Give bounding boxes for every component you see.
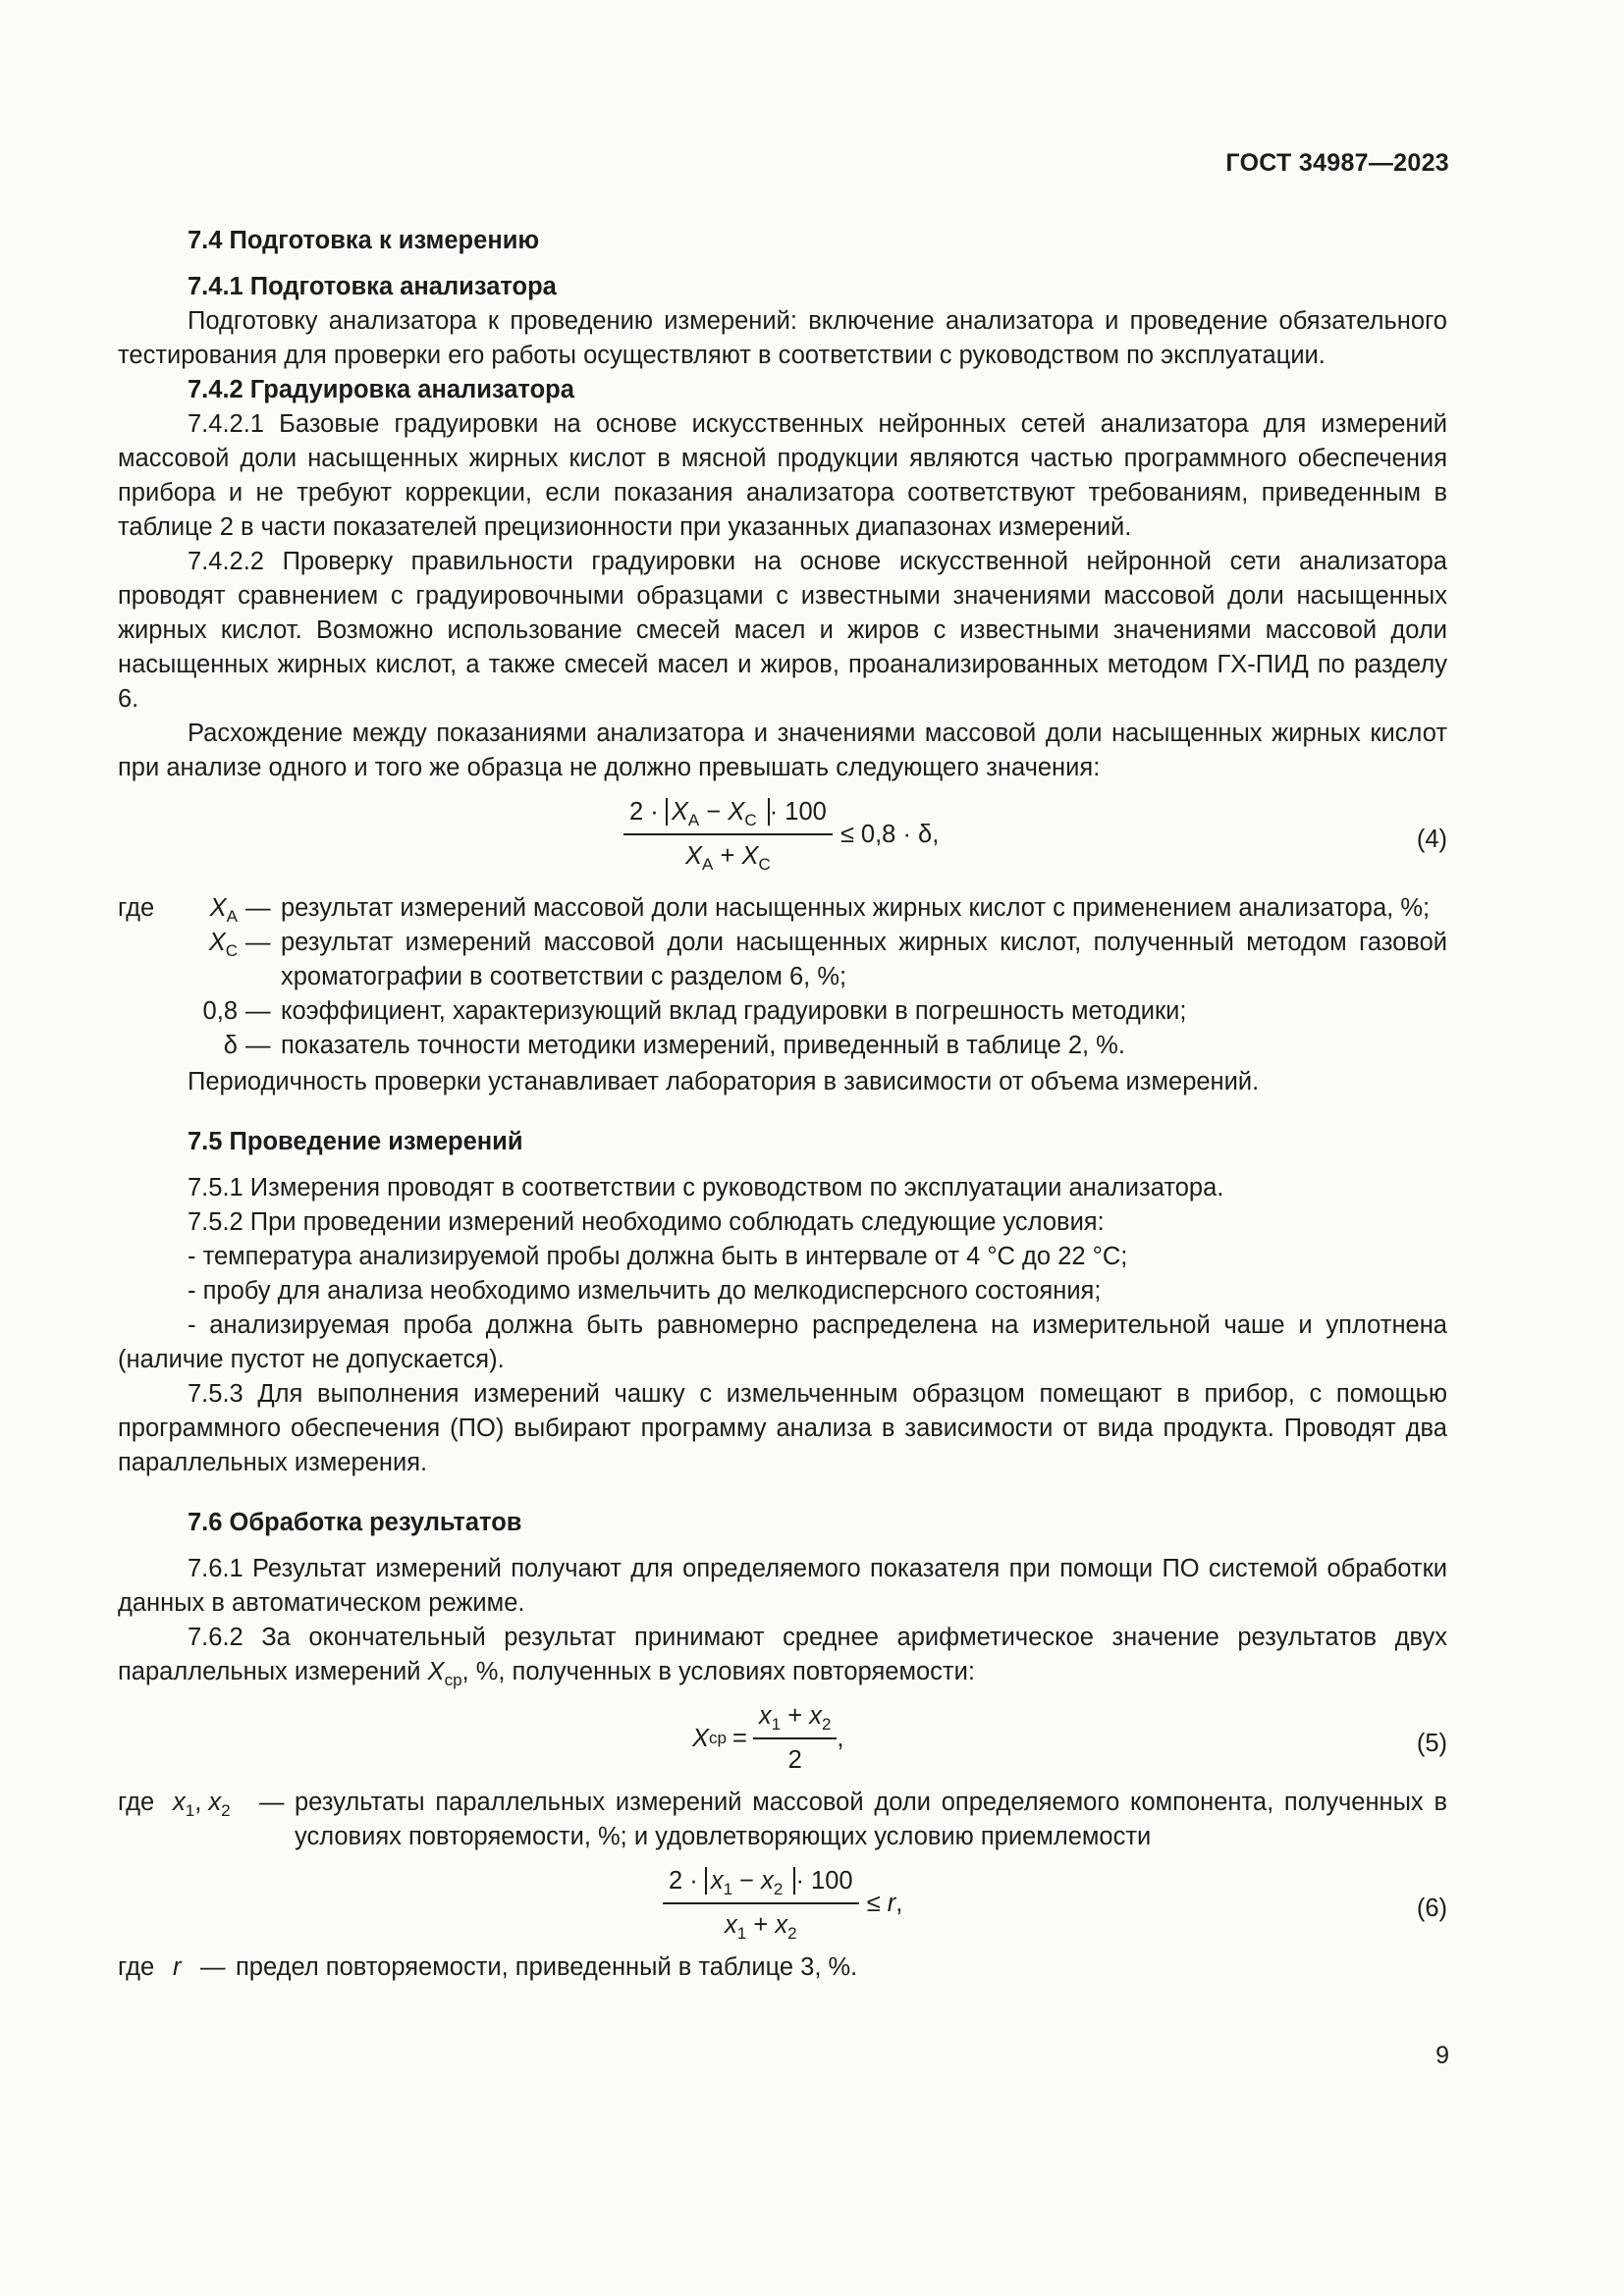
- where6-desc: предел повторяемости, приведенный в таблице 3, %.: [236, 1953, 858, 1981]
- eq6-x2: x: [761, 1867, 774, 1895]
- where-desc-xa: результат измерений массовой доли насыщенных жирных кислот с применением анализатора, %;: [281, 894, 1431, 922]
- eq5-tail: ,: [837, 1724, 844, 1752]
- eq4-den-xc: X: [741, 842, 759, 870]
- where-prefix: где: [118, 894, 155, 922]
- section-7-6-title: 7.6 Обработка результатов: [188, 1509, 522, 1536]
- eq5-x1: x: [758, 1702, 772, 1730]
- p762-text-a: 7.6.2 За окончательный результат принимают среднее арифметическое значение результатов двух параллельных измерений: [118, 1624, 1447, 1685]
- line-7-5-1: 7.5.1 Измерения проводят в соответствии с руководством по эксплуатации анализатора.: [188, 1174, 1224, 1201]
- where5-sym: [173, 1786, 251, 1854]
- paragraph-7-4-2-1: 7.4.2.1 Базовые градуировки на основе искусственных нейронных сетей анализатора для измерений массовой доли насыщенных жирных кислот в мясной продукции являются частью программного обеспечения прибора и не требуют коррекции, если показания анализатора соответствуют требованиям, приведенным в таблице 2 в части показателей прецизионности при указанных диапазонах измерений.: [118, 410, 1447, 541]
- eq5-den: 2: [787, 1746, 802, 1774]
- eq6-coef: 2 ·: [669, 1867, 698, 1895]
- where-sym-xc-letter: X: [208, 929, 226, 956]
- eq4-den-xa: X: [685, 842, 703, 870]
- document-body: [118, 224, 1447, 1985]
- eq4-number: (4): [1416, 826, 1447, 853]
- section-7-5-title: 7.5 Проведение измерений: [188, 1128, 523, 1155]
- eq6-rhs-sym: r: [887, 1889, 896, 1917]
- where6-sym-letter: r: [173, 1953, 182, 1981]
- where6-dash: —: [200, 1953, 226, 1981]
- eq4-minus: −: [706, 798, 722, 826]
- eq4-abs: [666, 798, 770, 829]
- where-desc-xc: результат измерений массовой доли насыщенных жирных кислот, полученный методом газовой хроматографии в соответствии с разделом 6, %;: [281, 929, 1447, 990]
- eq6-number: (6): [1416, 1895, 1447, 1922]
- where-sym-delta: δ: [223, 1032, 238, 1059]
- where-sym-coef: 0,8: [202, 997, 238, 1025]
- eq5-s2: 2: [821, 1715, 832, 1734]
- where-desc-coef: коэффициент, характеризующий вклад градуировки в погрешность методики;: [281, 997, 1187, 1025]
- eq6-minus: −: [739, 1867, 755, 1895]
- eq6-fraction: [663, 1864, 859, 1943]
- eq5-x2: x: [809, 1702, 822, 1730]
- eq5-fraction: [753, 1699, 838, 1778]
- paragraph-7-4-2-2: 7.4.2.2 Проверку правильности градуировки на основе искусственной нейронной сети анализатора проводят сравнением с градуировочными образцами с известными значениями массовой доли насыщенных жирных кислот. Возможно использование смесей масел и жиров с известными значениями массовой доли насыщенных жирных кислот, а также смесей масел и жиров, проанализированных методом ГХ-ПИД по разделу 6.: [118, 548, 1447, 713]
- eq4-times100: · 100: [769, 798, 827, 826]
- where5-s2: 2: [221, 1801, 231, 1820]
- where-dash: —: [245, 929, 271, 956]
- p762-text-b: , %, полученных в условиях повторяемости:: [461, 1658, 975, 1685]
- where-list-eq5: [118, 1786, 1447, 1854]
- where5-desc: результаты параллельных измерений массовой доли определяемого компонента, полученных в условиях повторяемости, %; и удовлетворяющих условию приемлемости: [295, 1789, 1447, 1850]
- eq6-x1: x: [710, 1867, 724, 1895]
- standard-header: ГОСТ 34987—2023: [1225, 149, 1449, 177]
- where-dash: —: [245, 1032, 271, 1059]
- paragraph-discrepancy: Расхождение между показаниями анализатора и значениями массовой доли насыщенных жирных кислот при анализе одного и того же образца не должно превышать следующего значения:: [118, 720, 1447, 781]
- where5-prefix: где: [118, 1789, 155, 1816]
- p762-sub: ср: [444, 1671, 462, 1689]
- where-dash: —: [245, 997, 271, 1025]
- line-7-5-3: 7.5.3 Для выполнения измерений чашку с измельченным образцом помещают в прибор, с помощью программного обеспечения (ПО) выбирают программу анализа в зависимости от вида продукта. Проводят два параллельных измерения.: [118, 1380, 1447, 1476]
- eq5-lhs: X: [692, 1724, 710, 1752]
- eq4-den-sub-a: A: [702, 855, 714, 874]
- where6-prefix: где: [118, 1953, 155, 1981]
- eq5-s1: 1: [771, 1715, 782, 1734]
- eq4-coef: 2 ·: [629, 798, 659, 826]
- eq4-plus: +: [720, 842, 735, 870]
- page-number: 9: [1435, 2042, 1449, 2069]
- where-list-eq4: [118, 891, 1447, 1063]
- where-list-eq6: [118, 1950, 1447, 1985]
- where-sym-xa-letter: X: [209, 894, 227, 922]
- where-dash: —: [245, 894, 271, 922]
- eq4-sub-a: A: [687, 811, 700, 829]
- equation-4: [118, 795, 1447, 889]
- eq4-den-sub-c: C: [758, 855, 771, 874]
- paragraph-7-6-1: 7.6.1 Результат измерений получают для определяемого показателя при помощи ПО системой обработки данных в автоматическом режиме.: [118, 1555, 1447, 1617]
- where-sym-xa: [173, 891, 238, 926]
- eq6-den-s2: 2: [787, 1924, 797, 1943]
- eq5-plus: +: [787, 1702, 803, 1730]
- eq6-rhs: [867, 1887, 903, 1921]
- equation-5: X ср = $\frac{x_1 + x_2}{2}$ , (5): [118, 1699, 1447, 1786]
- section-7-4-title: 7.4 Подготовка к измерению: [188, 227, 540, 254]
- eq6-den-x1: x: [725, 1911, 737, 1939]
- eq4-sub-c: C: [744, 811, 757, 829]
- where-desc-delta: показатель точности методики измерений, приведенный в таблице 2, %.: [281, 1032, 1125, 1059]
- paragraph-periodicity: Периодичность проверки устанавливает лаборатория в зависимости от объема измерений.: [188, 1068, 1260, 1095]
- p762-sym: X: [427, 1658, 445, 1685]
- paragraph-7-6-2: [118, 1621, 1447, 1689]
- where5-x1: x: [173, 1789, 186, 1816]
- section-7-4-2-title: 7.4.2 Градуировка анализатора: [188, 376, 574, 403]
- eq6-den-x2: x: [775, 1911, 788, 1939]
- eq5-equals: =: [731, 1724, 747, 1752]
- where-sym-xc: [173, 926, 238, 994]
- line-7-5-2: 7.5.2 При проведении измерений необходимо соблюдать следующие условия:: [188, 1208, 1105, 1236]
- line-distribution: - анализируемая проба должна быть равномерно распределена на измерительной чаше и уплотнена (наличие пустот не допускается).: [118, 1311, 1447, 1373]
- eq6-den-s1: 1: [736, 1924, 747, 1943]
- eq5-number: (5): [1416, 1730, 1447, 1757]
- where-sym-xa-sub: A: [226, 907, 238, 926]
- line-temperature: - температура анализируемой пробы должна быть в интервале от 4 °С до 22 °С;: [188, 1243, 1128, 1270]
- where5-comma: ,: [194, 1789, 202, 1816]
- eq4-xa: X: [671, 798, 688, 826]
- eq6-s1: 1: [723, 1880, 733, 1898]
- eq4-fraction: [623, 795, 833, 874]
- eq6-tail: ,: [895, 1889, 903, 1917]
- eq6-times100: · 100: [795, 1867, 853, 1895]
- eq4-xc: X: [728, 798, 745, 826]
- where-sym-xc-sub: C: [225, 941, 238, 960]
- where5-s1: 1: [185, 1801, 195, 1820]
- section-7-4-1-title: 7.4.1 Подготовка анализатора: [188, 273, 557, 300]
- eq6-rhs-op: ≤: [866, 1889, 881, 1917]
- eq6-plus: +: [753, 1911, 769, 1939]
- eq6-abs: [705, 1867, 796, 1898]
- section-7-4-1-text: Подготовку анализатора к проведению измерений: включение анализатора и проведение обязательного тестирования для проверки его работы осуществляют в соответствии с руководством по эксплуатации.: [118, 307, 1447, 369]
- where5-x2: x: [208, 1789, 222, 1816]
- where6-sym: [173, 1950, 192, 1985]
- equation-6: [118, 1864, 1447, 1950]
- eq4-rhs: ≤ 0,8 · δ,: [839, 820, 940, 848]
- where5-dash: —: [259, 1789, 285, 1816]
- line-grinding: - пробу для анализа необходимо измельчить до мелкодисперсного состояния;: [188, 1277, 1102, 1305]
- eq6-s2: 2: [773, 1880, 784, 1898]
